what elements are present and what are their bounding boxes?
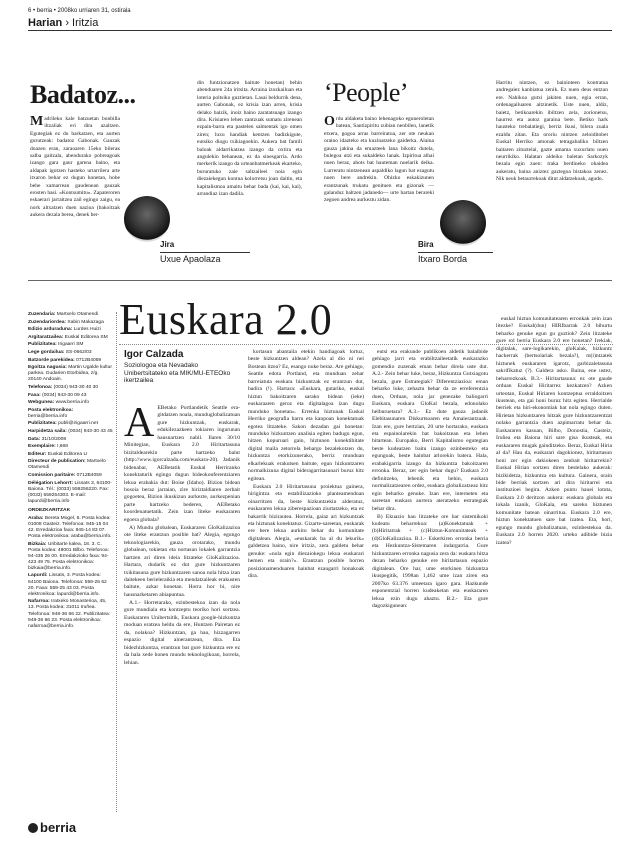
article-col1-p2: A) Mundu globalean, Euskararen GloKalizazioa ote liteke erantzun posible bat? Alegia, egungo teknologiarekin, gauza orotarako, mundu globalean, tokietan eta nortasun lokalek garrantzia hartzen ari diren ideia litzateke GloKalizazioa. Hartara, dudarik ez dut gure hizkuntzaren txikitasuna gure hizkuntzaren sanoa nola hitza izan daitekeen berieleraikia eta mendatzaileak erakusten baitute, azkar honetan. Horra hor bi, nire hausnarketaren abiapuntua. xyxy=(124,524,240,598)
opinion-right-col2: Harritu nintzen, ez baininteen kontratua andregaiez kanbiatua zenik. Ez nuen deus entzun ere. Nahikoa gutxi jakiten nuen, egia erran, ordenagailuaren aitzinetik. Uste nuen, aldiz, baietz, betikoarekin ibiltzen zela, zorionetsu, haurrez eta autoz garaina bete. Betiko hark hausteko trebalatiegi, berriz ikusi, bilera zuala ezaldu zitan. Eta ororiu nintzen zeloiditobet Euskal Herriko amonak tetragabaliko biltzen baitaren zituztelai, gazte amama xuxurlatu nuen neurrikiko. Halatan aldeiko baletan Sarkozyk bezala egin zuen: traka berdineko ohaidea aukeratu, baina aniztez gaztegoa bistakoa zenez. Nik neuk betaurrekoak ditut aldatzekoak, agudo. xyxy=(496,80,608,183)
opinion-left-title: Badatoz... xyxy=(30,80,136,109)
masthead-block: Edizio arduraduna: Lurdes Huizi xyxy=(28,327,101,333)
article-col-3 xyxy=(372,349,488,825)
berria-logo-text: berria xyxy=(40,820,77,835)
section-title xyxy=(28,17,98,29)
opinion-left-col1-text: adrileko kale batzuetan bonbilla iltzaliak eri dira azaltzen. Egutegiak ez du barkatzen, eta aurten gurutzeak: badatoz Gabonak. Gauzak doazen eran, zaraoaren 15eko bileraк salba gaitzala, abendurako pobreagoak izango gara gaur garena baino, eta aldapak igotzen hasteko urtarrilera arte itxaron behar ez dugun honetan, hobe behe xamarrean gaudenean gauzak erosten hasi. «Kontsumitu». Zapateroren eskaerari jarraitzea zail egingo zaigu, ea nork altxatzen duen nazioa (bakoitzak aukera dezala berea, denek ber- xyxy=(30,116,120,219)
page-header-line: 6 • berria • 2008ko urriaren 31, ostirala xyxy=(28,8,131,14)
opinion-left-col1 xyxy=(30,116,120,266)
masthead-block: Data: 31/10/2008 xyxy=(28,436,67,442)
masthead-block: Araba: Bereta Mogel, 6. Posta kodea: 01008 Gasteiz. Telefonoa: 945-15 04 42. Erredakzioa faxa: 945-14 83 07. Posta elektronikoa: araba@berria.info. xyxy=(28,515,112,539)
article-col1-p3: A.1.- Horretarako, ezinbestekoa izan da nola gure mundiala eta kontzeptu teoriko hori sortzea. Euskararen Unibertsitik, Euskara google-hizkuntza moduan eratzea heldu da ere, Huntzen Pairetan ez da, nolakoa? Hizkuntzan, ga hau, hizzagarren espazio digital ainerantzean, dira. Eta bidezhizkuntza, erantzun bat gure hizkuntza ere ez da hala xede honen mundu teknologikoan, horrela, lehian. xyxy=(124,599,240,666)
article-col1-p1: EBetako Portlandetik Seattle era-gitdatzen noala, munduglobalizatuan gure hizkuntzak, euskarak, edukiIezazkeen tokiaren ingurunan hausnartzen nabil. Ilaren 30/10 Minitegian, Euskara 2.0 Hiritartasuna bizitaldearekin parte hartzeko balut (http://www.igorcalzada.com/euskara-20). Jadanik bidenabar, AEBetatik Euskal Herriranko konektaturik egingo dugun bideokonferentziaren lekua erabakia dut: Boise (Idaho). Bizion bidean bosoia beraz jarraian, zire hiriztaldiaren zerbait gogoetea, Bizion ikuskizun aurkezte, aurkezpenian parte hartzeko bederen, AEBetako koordenatuetatik. Zein izan liteke euskararen egoera globala? xyxy=(124,405,240,523)
masthead-block: Comission paritaire: 0712B4059 xyxy=(28,473,102,479)
article-col-4 xyxy=(496,316,612,825)
article-col3-p1: eutsi eta erakunde publikoen aldetik balaibide gehiago jarri eta erabiltzaileetatik euskarazko gomendio zuzenak eman behar direla uste dut. A.2.- Zein behar luke, beraz, Hizkuntza Gutxiagotu bezala, gure Estrategiak? Diferentziazioa: eman beharko luke, zehaztu behar da ze erreferentzia duen, Orduan, nola jar genezake baliogarri Euskara, euskara GloKal bezala, edonolako helburuetara? A.3.- Ez dute gauza jadanik Elebitasunaren Diskurtsoaren eta Amaierantzuak. Izan ere, gure hertzian, 20 urte hortarako, euskara eta espainolarekin bat bakoitzean eta lehen bitartean. Europako, Berri Kapitalismo egutegian beste kudeatzen baitu izango ezinbesteko eta egungoak, beste hainbat arlorekin batera. Hala, erabakigarria izango da hizkuntza bakoitzaren erronka. Beraz, zer egin behar dugu? Euskara 2.0 definitzeko, lehenik eta behin, euskara normalizatzearen ordez, euskara globalizatzeaz hitz egin beharko genuke. Izan ere, interneten eta sareetan euskara aurrera ateratzeko estrategiak behar dira. xyxy=(372,349,488,512)
masthead-block: Exemplaire: I,668 xyxy=(28,444,68,450)
masthead-block: Bizkaia: Uribitarte kalea, 18. 3. C. Posta kodea: 48001 Bilbo. Telefonoa: 94-435 26 00. Erredakzioko faxa: 94-423 49 75. Posta elektronikoa: bizkaia@berria.info. xyxy=(28,541,109,571)
opinion-left-sig-label: Jira xyxy=(160,240,175,249)
berria-logo xyxy=(28,820,76,835)
author-portrait-left xyxy=(124,196,170,242)
header-rule xyxy=(28,30,612,31)
article-title: Euskara 2.0 xyxy=(119,295,333,344)
article-author: Igor Calzada xyxy=(124,349,184,360)
author-portrait-right xyxy=(440,200,486,246)
article-col4-p1: euskal hiztun komunitatearen erronkak zein izan litezke? Euskal(dun) HIRIbarrak 2.0 bihurtu beharko genuke egun gu guztiok? Zein litzateke gure rol berria Euskara 2.0 ere honetan? Irekiak, digitalak, sare-logikarekin, gloKalak, hizkuntz hackerrak (bertsolariak bezala?), m(i)ntzatek hiztunek euskararen igarotz, garbizaletasuna sakrifikatuz (?). Galdera asko. Baina, ene ustez, beharrezkoak. B.3.- Hiritartasuna: ez ote gaude orduan Euskal Hiritarrez kezkatzen? Azken urteotan, Euskal Hiriaren kontzeptua erraldoitzen ikustean, eta gai honi buruz hitz egiten. Herrialde berriek eta hiri-ekonomiak bat nola egingo duten. Hirietan hizkuntzaren hitzak gure hizkuntzarentzat nolako garrantzia duen azpimarratu behar da. Euskararen kasuan, Bilbo, Donostia, Gasteiz, Iruñea eta Baiona hiri sare gisa ikusteak, eta euskararen mugak gainditzeko. Beraz, Euskal Hiria al da? Hau da, euskarari dagokionez, hiritartasun honi zer egin dakiokeen zenbait hiritarrekin? Euskal Hirian sortzen diren bestelako aukerak: bizikidetza, hizkuntza eta kultura. Gainera, orain bide berriak sortzen ari dira hiritarrei eta instituzioei begira. Azken puntu hauei lotuta, Euskara 2.0 deritzon aukera: euskara globala eta lokala izanik, GloKala, eta sareko hiztunen komunitate batean oinarritua. Euskara 2.0 ere, hiztun konektatuen sare bat izatea. Eta, hori, egungo mundu globalizatuan, ezinbestekoa da. Euskara 2.0 horren 2020. urteko adibide bizia izatea? xyxy=(496,316,612,546)
berria-logo-icon xyxy=(28,823,38,833)
masthead-block: Editeur: Euskal Editorea LI xyxy=(28,451,88,457)
article-col2-p1: kortasun abantaila etekin handiagoak lortuz, beste hizkuntzen aldean? Azela al dio ni nei Bostean itzea? Ez, esango nuke beraz. Are gehiago, Seattle edota Portland, eta munduan zehar barreiatuta euskara hizkuntzak ez erantzun dut, badira (!). Hartara: «Euskara, gutariko, euskal hiztun bakoitzaren sarako bidean (ieke) euskaraaren geroz eta digitalagoa izan dugu munduko honetan». Errenka hiztunak Euskal Herriko geografia barru eta kanpoan konektatuak egotea litzateke. Sakon dezadan gai honetan: munduko hizkuntzen analisia egiten badugu egun, hitzen kopuruari gain, hiztunen konektibitate digital maila zetorrela behargo bezalekotzen du, hizkuntza etorkizunerako, berriz munduan elkarlekuak erakutsen baitute, egun hizkuntzaren normalkizuna digital bideragarritasunari buruz hitz egitean. xyxy=(248,349,364,482)
masthead-block: Délégation Lehorrt: Lissats 3, 64100-Baiona. Tél.: (0033) 559256220. Fax: (0033) 559254303. E-mail: lapurdi@berria.info xyxy=(28,480,112,504)
article-dropcap: A xyxy=(124,405,155,446)
masthead-block: Lapurdi: Lissats, 3. Posta kodea: 64100 Baiona. Telefonoa: 559-25 62 20. Faxa: 559-25 43 03. Posta elektronikoa: lapurdi@berria.info. xyxy=(28,573,107,597)
masthead-block: Publizitatea: publi@irigaarri.net xyxy=(28,421,98,427)
masthead-block: Nafarroa: Iratxeko Monasterioa, 45, 13. Posta kodea: 31011 Iruñea. Telefonoa: 948-36 66 22. Publizitatea: 948-36 66 23. Posta elektronikoa: nafarroa@berria.info. xyxy=(28,599,111,629)
masthead-block: Posta elektronikoa: berria@berria.info xyxy=(28,407,74,419)
masthead-block: Directeur de publication: Martxelo Otamendi xyxy=(28,459,106,471)
masthead-block: ORDEZKARITZAK xyxy=(28,508,71,514)
sidebar-rule xyxy=(116,312,117,812)
opinion-left-col2: din funtzionatzen baitute honetan) behin abenduaren 24a iritsita. Arraina izozkailuan eta loteria poltsiko guztietan. Lasai beldurrik dena, aurten Gabonak, ez krisia izan arren, krisia delako baizik, inoiz baino zaratatsuago izango dira. Krisiaren lehen zantzuak sumatu zirenean ezpain-barra eta pastelen salmentak igo omen ziren; luxu handiak kentzen badizkigute, eutsiko diogu txikiagoekin. Aukera bat famili baloak aldarrikatzea izango da oxtira eta angulekin behanean, ez da sinesgarria. Ardo merkerik izango da urteanbatmerkeak ekarteko, bururatuko zaie saltzaileei noia egin diezaiekegun kontua kolorretsu joan daitin, eta kapitalismoa amaitu behar bada (kai, kai, kai), arrandiaz izan dadila. xyxy=(197,80,302,198)
masthead-block: Argitaratzailea: Euskal Editorea SM xyxy=(28,334,108,340)
article-author-desc: Soziologoa eta Nevadako Unibertsitateko eta MIK/MU-ETEOko ikertzailea xyxy=(124,362,231,384)
subsection-name: Iritzia xyxy=(72,17,99,29)
masthead-sidebar xyxy=(28,312,113,631)
masthead-block: Zuzendariordea: Xabin Makazaga xyxy=(28,319,104,325)
masthead-block: Telefonoa: (0034) 943-30 40 30 xyxy=(28,384,99,390)
masthead-block: Lege gordailua: SS-0662/03 xyxy=(28,349,92,355)
opinion-left-dropcap: M xyxy=(30,116,44,129)
masthead-block: Zuzendaria: Martxelo Otamendi xyxy=(28,312,99,317)
opinion-right-col1-text: rdu aldaketa baino lehenagoko eguneroletan batean, Santizpiritu zubian nenbilen, lanetik etxera, gogoa arras barreiratua, zer ote neukan oraino idazteko eta kuzinatzeko gaiderka. Alaina gauza jakina da emazteek lana bikoitz dutela, bulegoa utzi eta sukaldeko lanak. Izpiritua alhai nuen beraz, ahots bat hauteman nuelarik deika. Lurreratu nintzenean aspaldiko lagun bat ezagutu nuen bere andrekin. Ohizko eskakizunen erantzunak trukatu genituen eta gizonak —galanduz baltzen jadanedo— urte hartan berareki zegoen andrea aurkeztu zidan. xyxy=(324,116,434,204)
masthead-block: Webgunea: www.berria.info xyxy=(28,400,90,406)
article-col2-p2: Euskara 2.0 Hiritartasuna proiektua gainera, hirigintza eta estabilizazioko planteamenduan oinarritzen da, beste hizkuntzekin alderatuz, euskararen lekua ziberespazioan ziurtatzeko, eta ez bakarrik bizirautea. Horrela, gaiaz ari hizkuntzak eta hiztunak konektatuz. Gizarte-sareetan, euskarak ere bere lekua aurkitu behar du komunitate digitalean. Alegia, «euskarak ba al du lekurik» galdetzea baino, nire iritziz, zera galdetu behar genuke: «nola egin diezaiokegu lekua euskarari hemen eta orain?». Erantzun posible horren posizionamenduaren hainbat ezaugarri honakoak dira. xyxy=(248,483,364,580)
section-name: Harian xyxy=(28,17,63,29)
masthead-blocks xyxy=(28,312,113,630)
opinion-right-sig-label: Bira xyxy=(418,240,434,249)
article-col-1 xyxy=(124,405,240,825)
masthead-block: Faxa: (0034) 943-30 09 43 xyxy=(28,392,87,398)
opinion-right-title: ‘People’ xyxy=(324,78,409,107)
section-divider xyxy=(28,280,612,281)
opinion-right-sig-name: Itxaro Borda xyxy=(418,252,493,264)
article-col3-p2: B) Ekuazio hau litzateke ore har sistemikoki kudeatu beharrekoa: (a)Konektatuak + (b)Hiritarrak + (c)Hiztun-Komunitateak + (d)GloKalizazioa. B.1.- Eskerkiren erronka berria eta Hezkuntza-Sistemaren indargarria. Gure hizkuntzaren erronka nagusia zera da: euskara hitza dezan beharko genuke ere hiritartasun espazio digitalean. Ore har, ume etorkinen hizkuntza ikuspegitik, 1998an 1,462 ume izan ziren eta 2007ko 63.376 umeetara igaro gara. Hazkunde esponentzial horren kudeaketan eta euskararen lekua ezin dugu ahaztu. B.2.- Eta gure dagozkigunean: xyxy=(372,513,488,609)
article-col-2 xyxy=(248,349,364,825)
masthead-block: Harpidetza saila: (0034) 943-30 43 45 xyxy=(28,429,113,434)
masthead-block: Egoitza nagusia: Martin Ugalde kultur parkea. Gudarien Etorbidea, z/g. 20140 Andoain. xyxy=(28,365,112,383)
opinion-left-sig-name: Uxue Apaolaza xyxy=(160,252,250,264)
masthead-block: Batzorde parekidea: 0712B4059 xyxy=(28,357,102,363)
opinion-right-dropcap: O xyxy=(324,116,335,129)
masthead-block: Publizitatea: Irigaarri SM xyxy=(28,342,84,348)
section-separator: › xyxy=(65,17,73,29)
